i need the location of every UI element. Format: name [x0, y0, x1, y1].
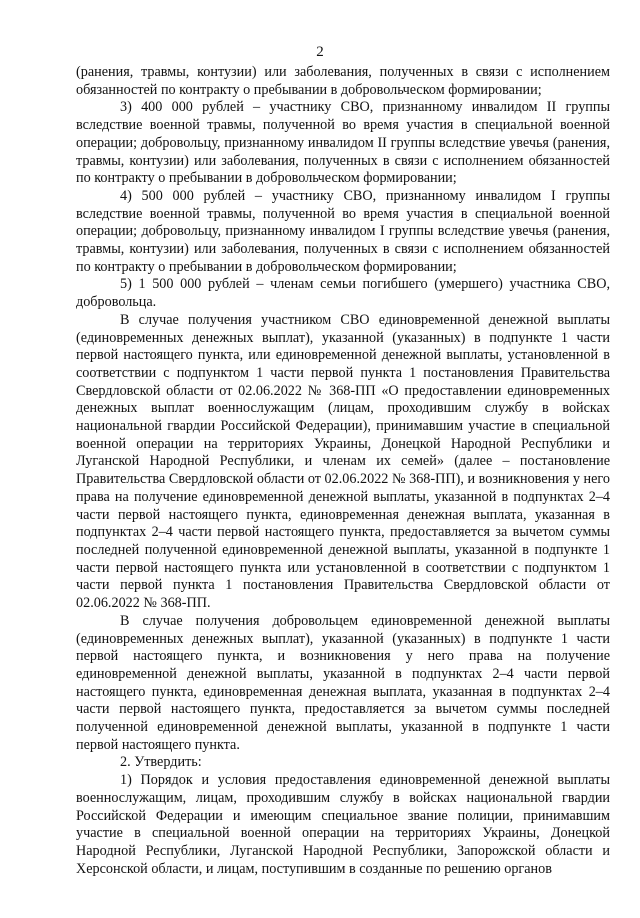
paragraph-item-3: 3) 400 000 рублей – участнику СВО, признанному инвалидом II группы вследствие военной травмы, полученной во время участия в специальной военной операции; добровольцу, признанному инвалидом II группы вследствие увечья (ранения, травмы, контузии) или заболевания, полученных в связи с исполнением обязанностей по контракту о пребывании в добровольческом формировании; [76, 99, 610, 187]
paragraph-approve-heading: 2. Утвердить: [120, 754, 202, 771]
paragraph-svo-deduction: В случае получения участником СВО единовременной денежной выплаты (единовременных денежных выплат), указанной (указанных) в подпункте 1 части первой настоящего пункта, или единовременной денежной выплаты, установленной в соответствии с подпунктом 1 части первой пункта 1 постановления Правительства Свердловской области от 02.06.2022 № 368-ПП «О предоставлении единовременных денежных выплат военнослужащим (лицам, проходившим службу в войсках национальной гвардии Российской Федерации), принимавшим участие в специальной военной операции на территориях Украины, Донецкой Народной Республики и Луганской Народной Республики, и членам их семей» (далее – постановление Правительства Свердловской области от 02.06.2022 № 368-ПП), и возникновения у него права на получение единовременной денежной выплаты, указанной в подпунктах 2–4 части первой настоящего пункта, единовременная денежная выплата, указанная в подпунктах 2–4 части первой настоящего пункта, предоставляется за вычетом суммы последней полученной единовременной денежной выплаты, указанной в подпункте 1 части первой настоящего пункта или установленной в соответствии с подпунктом 1 части первой пункта 1 постановления Правительства Свердловской области от 02.06.2022 № 368-ПП. [76, 311, 610, 612]
document-body [76, 64, 610, 878]
paragraph-item-4: 4) 500 000 рублей – участнику СВО, признанному инвалидом I группы вследствие военной травмы, полученной во время участия в специальной военной операции; добровольцу, признанному инвалидом I группы вследствие увечья (ранения, травмы, контузии) или заболевания, полученных в связи с исполнением обязанностей по контракту о пребывании в добровольческом формировании; [76, 187, 610, 275]
paragraph-approve-item-1: 1) Порядок и условия предоставления единовременной денежной выплаты военнослужащим, лицам, проходившим службу в войсках национальной гвардии Российской Федерации и имеющим специальное звание полиции, принимавшим участие в специальной военной операции на территориях Украины, Донецкой Народной Республики, Луганской Народной Республики, Запорожской области и Херсонской области, и лицам, поступившим в созданные по решению органов [76, 772, 610, 877]
paragraph-continuation: (ранения, травмы, контузии) или заболевания, полученных в связи с исполнением обязанностей по контракту о пребывании в добровольческом формировании; [76, 64, 610, 98]
paragraph-volunteer-deduction: В случае получения добровольцем единовременной денежной выплаты (единовременных денежных выплат), указанной (указанных) в подпункте 1 части первой настоящего пункта, и возникновения у него права на получение единовременной денежной выплаты, указанной в подпунктах 2–4 части первой настоящего пункта, единовременная денежная выплата, указанная в подпунктах 2–4 части первой настоящего пункта, предоставляется за вычетом суммы последней полученной единовременной денежной выплаты, указанной в подпункте 1 части первой настоящего пункта. [76, 612, 610, 753]
page-number: 2 [316, 44, 324, 60]
paragraph-item-5: 5) 1 500 000 рублей – членам семьи погибшего (умершего) участника СВО, добровольца. [76, 276, 610, 311]
